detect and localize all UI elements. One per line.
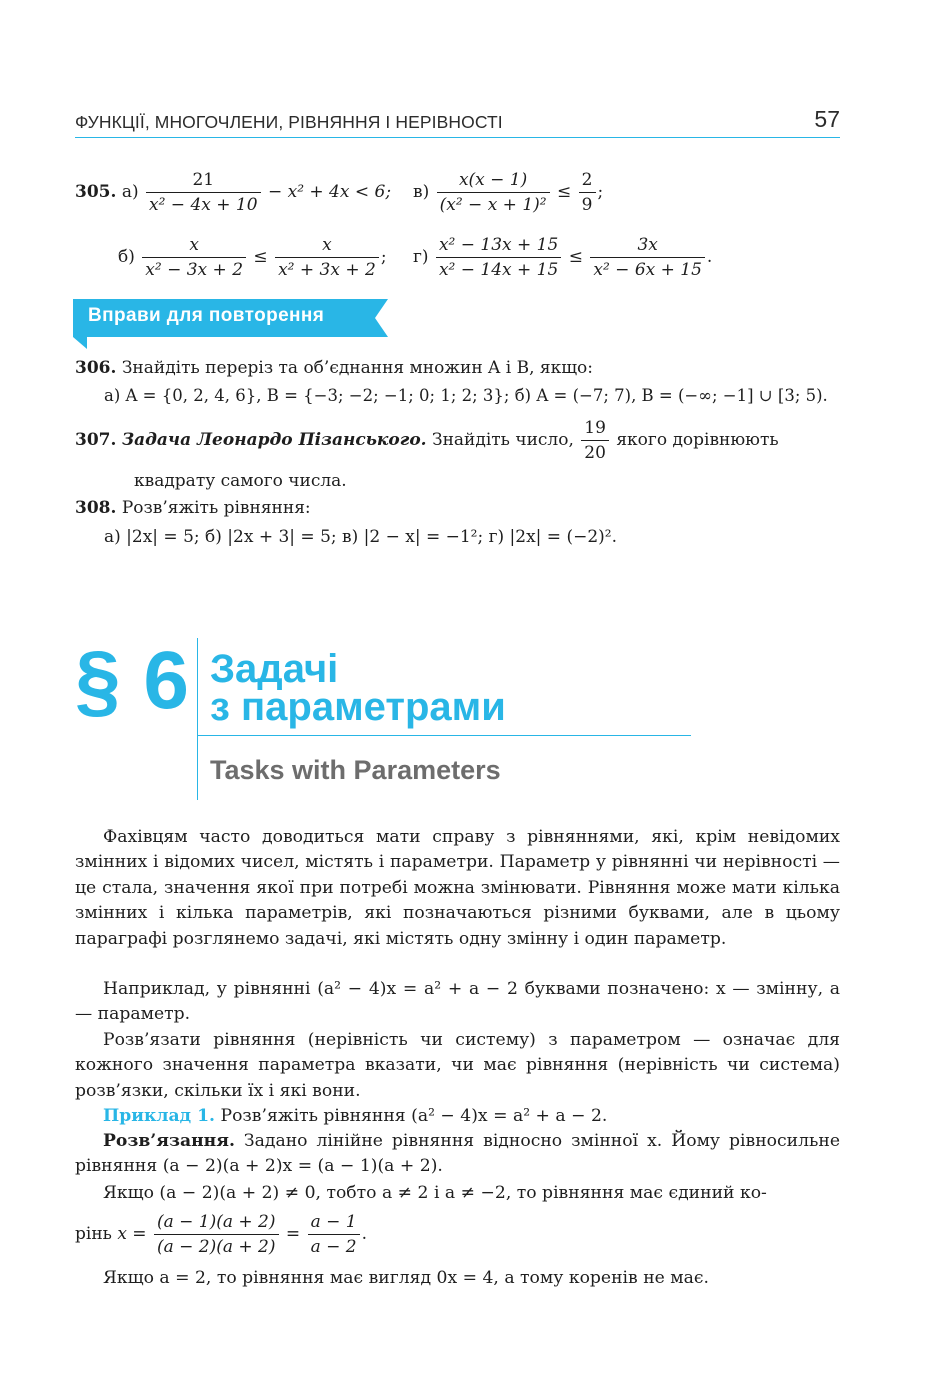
exercise-306 (75, 356, 593, 381)
section-title (210, 647, 506, 729)
solution-text: Задано лінійне рівняння відносно змінної x. Йому рівносильне рівняння (a − 2)(a + 2)x = (a − 1)(a + 2). (75, 1131, 840, 1177)
exercise-number: 305. (75, 182, 117, 202)
paragraph: Якщо (a − 2)(a + 2) ≠ 0, тобто a ≠ 2 і a ≠ −2, то рівняння має єдиний ко- (103, 1183, 767, 1203)
fraction (436, 233, 561, 282)
fraction-denominator: 20 (581, 440, 609, 465)
text: рінь (75, 1224, 112, 1244)
fraction (308, 1210, 360, 1259)
exercise-306-sets: а) A = {0, 2, 4, 6}, B = {−3; −2; −1; 0; 1; 2; 3}; б) A = (−7; 7), B = (−∞; −1] ∪ [3; 5). (104, 386, 828, 405)
exercise-307 (75, 416, 779, 465)
item-label: г) (413, 247, 429, 267)
section-number: § 6 (75, 635, 189, 726)
exercise-308 (75, 496, 311, 521)
item-label: а) (121, 182, 139, 202)
fraction-numerator: x (189, 235, 199, 255)
fraction-numerator: 21 (192, 170, 215, 190)
fraction-numerator: (a − 1)(a + 2) (156, 1212, 276, 1232)
fraction-denominator: a − 2 (308, 1234, 360, 1259)
fraction (579, 168, 596, 217)
running-header-title: ФУНКЦІЇ, МНОГОЧЛЕНИ, РІВНЯННЯ І НЕРІВНОСТІ (75, 112, 503, 132)
exercise-number: 306. (75, 358, 117, 378)
item-label: б) (118, 247, 135, 267)
paragraph: Розв’язати рівняння (нерівність чи систему) з параметром — означає для кожного значення параметра вказати, чи має рівняння (нерівність чи система) розв’язки, скільки їх і які вони. (75, 1030, 840, 1101)
example-label: Приклад 1. (103, 1106, 216, 1126)
fraction-denominator: x² − 6x + 15 (590, 257, 705, 282)
fraction (146, 168, 261, 217)
fraction (590, 233, 705, 282)
fraction (581, 416, 609, 465)
section-subtitle-english: Tasks with Parameters (210, 755, 501, 785)
fraction-numerator: 2 (581, 170, 593, 190)
item-label: в) (413, 182, 430, 202)
relation-sign: ≤ (253, 247, 268, 267)
section-horizontal-rule (197, 735, 691, 736)
formula-lhs: x = (117, 1224, 147, 1244)
exercise-number: 308. (75, 498, 117, 518)
fraction-numerator: x (322, 235, 332, 255)
root-formula-line (75, 1210, 367, 1259)
fraction (154, 1210, 279, 1259)
paragraph: Фахівцям часто доводиться мати справу з рівняннями, які, крім невідомих змінних і відомих чисел, містять і параметри. Параметр у рівнянні чи нерівності — це стала, значення якої при потребі можна змінювати. Рівняння може мати кілька змінних і кілька параметрів, які позначаються різними буквами, але в цьому параграфі розглянемо задачі, які містять одну змінну і один параметр. (75, 827, 840, 949)
page-number: 57 (814, 106, 840, 132)
relation-sign: ≤ (568, 247, 583, 267)
header-divider (75, 137, 840, 138)
section-title-line: Задачі (210, 647, 339, 691)
fraction-denominator: (x² − x + 1)² (437, 192, 550, 217)
paragraph: Наприклад, у рівнянні (a² − 4)x = a² + a − 2 буквами позначено: x — змінну, a — параметр. (75, 979, 840, 1025)
fraction-denominator: x² − 4x + 10 (146, 192, 261, 217)
relation-sign: ≤ (557, 182, 572, 202)
exercise-305-row-1 (75, 168, 391, 217)
punctuation: ; (380, 247, 387, 267)
exercise-text: Знайдіть переріз та об’єднання множин A і B, якщо: (121, 358, 593, 378)
fraction-numerator: 3x (637, 235, 658, 255)
exercise-305-item-g (413, 233, 712, 282)
fraction (275, 233, 379, 282)
exercise-307-continued: квадрату самого числа. (134, 471, 347, 491)
punctuation: . (706, 247, 713, 267)
solution-label: Розв’язання. (103, 1131, 235, 1151)
fraction (142, 233, 246, 282)
solution-paragraph (75, 1129, 840, 1180)
exercise-305-item-v (413, 168, 603, 217)
exercise-number: 307. (75, 430, 117, 450)
section-title-line: з параметрами (210, 685, 506, 729)
exercise-308-equations: а) |2x| = 5; б) |2x + 3| = 5; в) |2 − x| = −1²; г) |2x| = (−2)². (104, 527, 617, 547)
exercise-text: Знайдіть число, (431, 430, 574, 450)
fraction-denominator: x² − 3x + 2 (142, 257, 246, 282)
exercise-305-row-2 (118, 233, 387, 282)
section-vertical-rule (197, 638, 198, 800)
exercise-title: Задача Леонардо Пізанського. (121, 430, 427, 450)
exercise-text: якого дорівнюють (616, 430, 779, 450)
fraction-numerator: a − 1 (310, 1212, 357, 1232)
fraction-numerator: x(x − 1) (458, 170, 528, 190)
fraction-numerator: 19 (584, 418, 606, 438)
example-text: Розв’яжіть рівняння (a² − 4)x = a² + a − 2. (220, 1106, 608, 1126)
punctuation: ; (597, 182, 604, 202)
review-exercises-banner (73, 299, 388, 337)
relation-sign: = (285, 1224, 301, 1244)
punctuation: . (361, 1224, 367, 1244)
fraction-denominator: x² + 3x + 2 (275, 257, 379, 282)
paragraph: Якщо a = 2, то рівняння має вигляд 0x = 4, а тому коренів не має. (103, 1268, 709, 1288)
fraction (437, 168, 550, 217)
example-paragraph (75, 1104, 840, 1129)
fraction-denominator: 9 (579, 192, 596, 217)
fraction-denominator: x² − 14x + 15 (436, 257, 561, 282)
fraction-numerator: x² − 13x + 15 (438, 235, 559, 255)
banner-title: Вправи для повторення (88, 305, 325, 326)
fraction-denominator: (a − 2)(a + 2) (154, 1234, 279, 1259)
exercise-text: Розв’яжіть рівняння: (121, 498, 311, 518)
expression: − x² + 4x < 6; (267, 182, 392, 202)
